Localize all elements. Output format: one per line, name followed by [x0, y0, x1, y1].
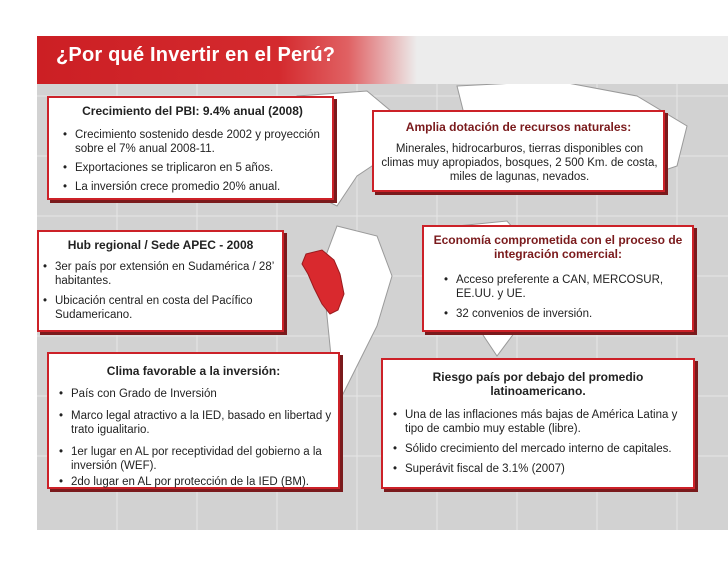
investment-climate-heading: Clima favorable a la inversión:	[106, 364, 281, 378]
regional-hub-heading: Hub regional / Sede APEC - 2008	[67, 238, 254, 252]
list-item: • Sólido crecimiento del mercado interno de capitales.	[391, 442, 691, 456]
peru-map-highlight	[300, 248, 350, 318]
regional-hub-list	[41, 260, 279, 322]
list-item: • Superávit fiscal de 3.1% (2007)	[391, 462, 691, 476]
list-item: • Crecimiento sostenido desde 2002 y proyección sobre el 7% anual 2008-11.	[61, 128, 331, 156]
trade-integration-box	[422, 225, 694, 332]
country-risk-box	[381, 358, 695, 489]
natural-resources-heading: Amplia dotación de recursos naturales:	[405, 120, 632, 134]
investment-climate-box	[47, 352, 340, 489]
list-item: • 2do lugar en AL por protección de la IED (BM).	[57, 475, 337, 489]
list-item: • Marco legal atractivo a la IED, basado en libertad y trato igualitario.	[57, 409, 337, 437]
list-item: • País con Grado de Inversión	[57, 387, 337, 401]
list-item: • Acceso preferente a CAN, MERCOSUR, EE.UU. y UE.	[442, 273, 687, 301]
pbi-growth-list	[61, 128, 331, 194]
list-item: • Exportaciones se triplicaron en 5 años.	[61, 161, 331, 175]
natural-resources-text: Minerales, hidrocarburos, tierras disponibles con climas muy apropiados, bosques, 2 500 Km. de costa, miles de lagunas, nevados.	[381, 143, 658, 183]
list-item: • La inversión crece promedio 20% anual.	[61, 180, 331, 194]
natural-resources-box	[372, 110, 665, 192]
list-item: • Ubicación central en costa del Pacífico Sudamericano.	[41, 294, 279, 322]
country-risk-list	[391, 408, 691, 476]
regional-hub-box	[37, 230, 284, 332]
trade-integration-heading: Economía comprometida con el proceso de integración comercial:	[433, 233, 683, 261]
page-title: ¿Por qué Invertir en el Perú?	[56, 44, 336, 66]
list-item: • Una de las inflaciones más bajas de América Latina y tipo de cambio muy estable (libre).	[391, 408, 691, 436]
pbi-growth-box	[47, 96, 334, 200]
investment-climate-list	[57, 387, 337, 489]
list-item: • 3er país por extensión en Sudamérica / 28’ habitantes.	[41, 260, 279, 288]
pbi-growth-heading: Crecimiento del PBI: 9.4% anual (2008)	[82, 104, 303, 118]
list-item: • 32 convenios de inversión.	[442, 307, 687, 321]
list-item: • 1er lugar en AL por receptividad del gobierno a la inversión (WEF).	[57, 445, 337, 473]
country-risk-heading: Riesgo país por debajo del promedio latinoamericano.	[432, 370, 644, 398]
trade-integration-list	[442, 273, 687, 321]
